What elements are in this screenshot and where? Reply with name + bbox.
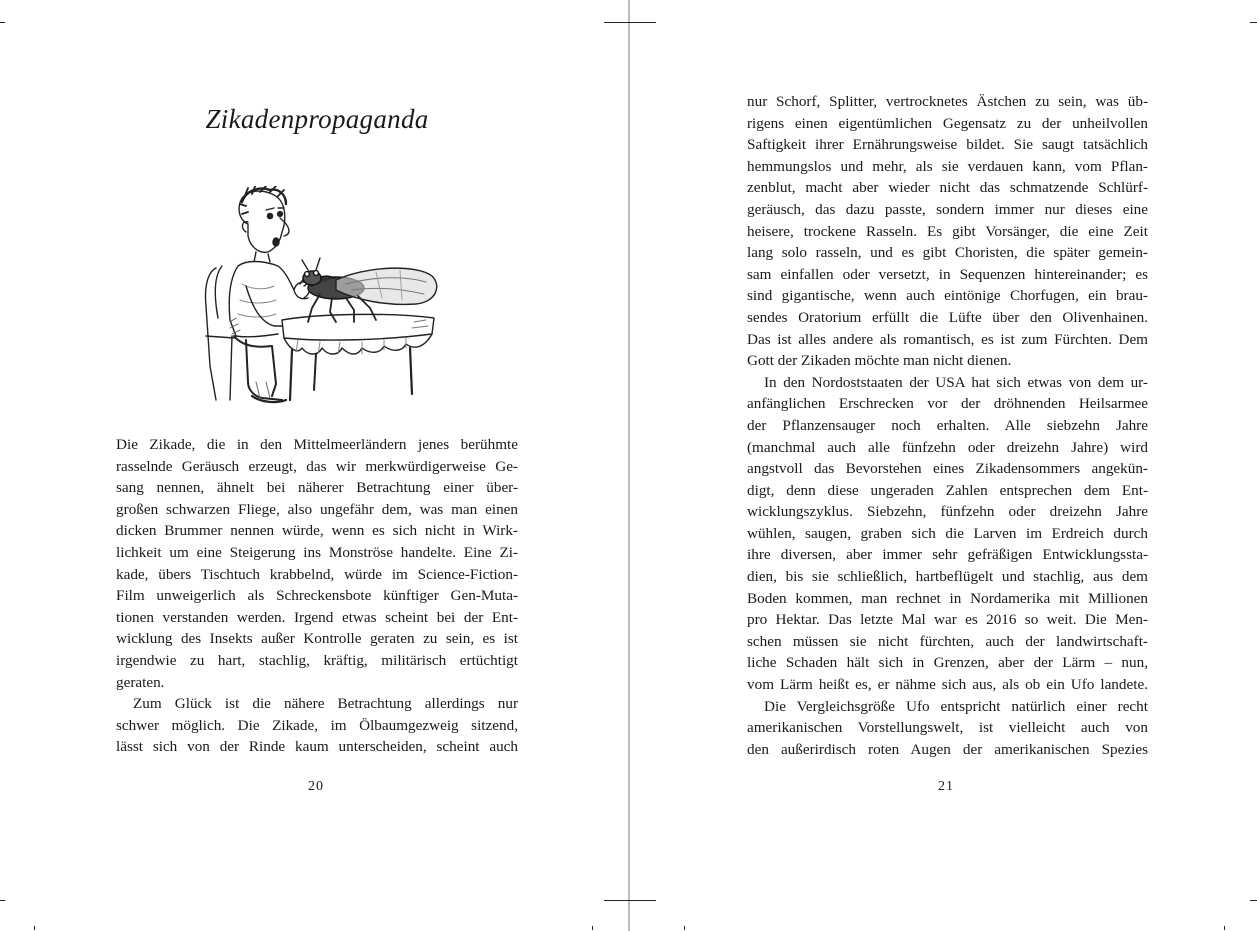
- text-line: rasselnde Geräusch erzeugt, das wir merkwürdigerweise Ge-: [116, 457, 518, 475]
- text-line: hemmungslos und mehr, als sie verdauen kann, vom Pflan-: [747, 157, 1148, 175]
- left-page-body-text: [116, 434, 518, 758]
- text-line: sam einfallen oder versetzt, in Sequenzen hintereinander; es: [747, 265, 1148, 283]
- text-line: Film unweigerlich als Schreckensbote künftiger Gen-Muta-: [116, 587, 518, 605]
- left-page: [0, 0, 628, 931]
- text-line: digt, denn diese ungeraden Zahlen entsprechen dem Ent-: [747, 481, 1148, 499]
- text-line: tionen verstanden werden. Irgend etwas scheint bei der Ent-: [116, 608, 518, 626]
- text-line: heisere, trockene Rasseln. Es gibt Vorsänger, die eine Zeit: [747, 222, 1148, 240]
- text-line: schwer möglich. Die Zikade, im Ölbaumgezweig sitzend,: [116, 716, 518, 734]
- text-line: irgendwie zu hart, stachlig, kräftig, militärisch ertüchtigt: [116, 651, 518, 669]
- text-line: sind gigantische, wenn auch eintönige Chorfugen, ein brau-: [747, 287, 1148, 305]
- text-line: geräusch, das dazu passte, sondern immer nur dieses eine: [747, 200, 1148, 218]
- page-number-left: 20: [308, 779, 324, 794]
- text-line: (manchmal auch alle fünfzehn oder dreizehn Jahre) wird: [747, 438, 1148, 456]
- text-line: lang solo rasseln, und es gibt Choristen, die später gemein-: [747, 244, 1148, 262]
- right-page-body-text: [747, 91, 1148, 760]
- text-line: sendes Oratorium erfüllt die Lüfte über den Olivenhainen.: [747, 308, 1148, 326]
- illustration-man-and-cicada: [186, 186, 448, 412]
- text-line: Zum Glück ist die nähere Betrachtung allerdings nur: [133, 695, 518, 713]
- text-line: kade, übers Tischtuch krabbelnd, würde im Science-Fiction-: [116, 565, 518, 583]
- text-line: rigens einen eigentümlichen Gegensatz zu der unheilvollen: [747, 114, 1148, 132]
- text-line: wühlen, saugen, graben sich die Larven im Erdreich durch: [747, 524, 1148, 542]
- text-line: vom Lärm heißt es, er nähme sich aus, als ob ein Ufo landete.: [747, 676, 1148, 694]
- text-line: Das ist alles andere als romantisch, es ist zum Fürchten. Dem: [747, 330, 1148, 348]
- text-line: der Pflanzensauger noch erhalten. Alle siebzehn Jahre: [747, 416, 1148, 434]
- text-line: geraten.: [116, 673, 165, 691]
- text-line: angstvoll das Bevorstehen eines Zikadensommers angekün-: [747, 460, 1148, 478]
- text-line: amerikanischen Vorstellungswelt, ist vielleicht auch von: [747, 719, 1148, 737]
- text-line: Die Zikade, die in den Mittelmeerländern jenes berühmte: [116, 436, 518, 453]
- text-line: lichkeit um eine Steigerung ins Monströse handelte. Eine Zi-: [116, 543, 518, 561]
- text-line: dien, bis sie schließlich, hartbeflügelt und stachlig, aus dem: [747, 568, 1148, 586]
- text-line: zenblut, macht aber wieder nicht das schmatzende Schlürf-: [747, 179, 1148, 197]
- text-line: sang nennen, ähnelt bei näherer Betrachtung einer über-: [116, 479, 518, 497]
- page-number-right: 21: [938, 779, 954, 794]
- text-line: liche Schaden hält sich in Grenzen, aber der Lärm – nun,: [747, 654, 1148, 672]
- text-line: nur Schorf, Splitter, vertrocknetes Ästchen zu sein, was üb-: [747, 93, 1148, 110]
- chapter-title: Zikadenpropaganda: [205, 104, 429, 134]
- text-line: dicken Brummer nennen würde, wenn es sich nicht in Wirk-: [116, 522, 518, 540]
- text-line: Die Vergleichsgröße Ufo entspricht natürlich einer recht: [764, 697, 1148, 715]
- text-line: Boden kommen, man rechnet in Nordamerika mit Millionen: [747, 589, 1148, 607]
- text-line: ihre diversen, aber immer sehr gefräßigen Entwicklungssta-: [747, 546, 1148, 564]
- text-line: Gott der Zikaden möchte man nicht dienen.: [747, 352, 1012, 370]
- text-line: wicklung des Insekts außer Kontrolle geraten zu sein, es ist: [116, 630, 518, 648]
- text-line: lässt sich von der Rinde kaum unterscheiden, scheint auch: [116, 738, 518, 756]
- text-line: pro Hektar. Das letzte Mal war es 2016 so weit. Die Men-: [747, 611, 1148, 629]
- text-line: den außerirdisch roten Augen der amerikanischen Spezies: [747, 740, 1148, 758]
- text-line: wicklungszyklus. Siebzehn, fünfzehn oder dreizehn Jahre: [747, 503, 1148, 521]
- text-line: In den Nordoststaaten der USA hat sich etwas von dem ur-: [764, 373, 1148, 391]
- text-line: anfänglichen Erschrecken vor der dröhnenden Heilsarmee: [747, 395, 1148, 413]
- text-line: schen müssen sie nicht fürchten, auch der landwirtschaft-: [747, 632, 1148, 650]
- text-line: großen schwarzen Fliege, also ungefähr dem, was man einen: [116, 500, 518, 518]
- text-line: Saftigkeit ihrer Ernährungsweise bildet. Sie saugt tatsächlich: [747, 136, 1148, 154]
